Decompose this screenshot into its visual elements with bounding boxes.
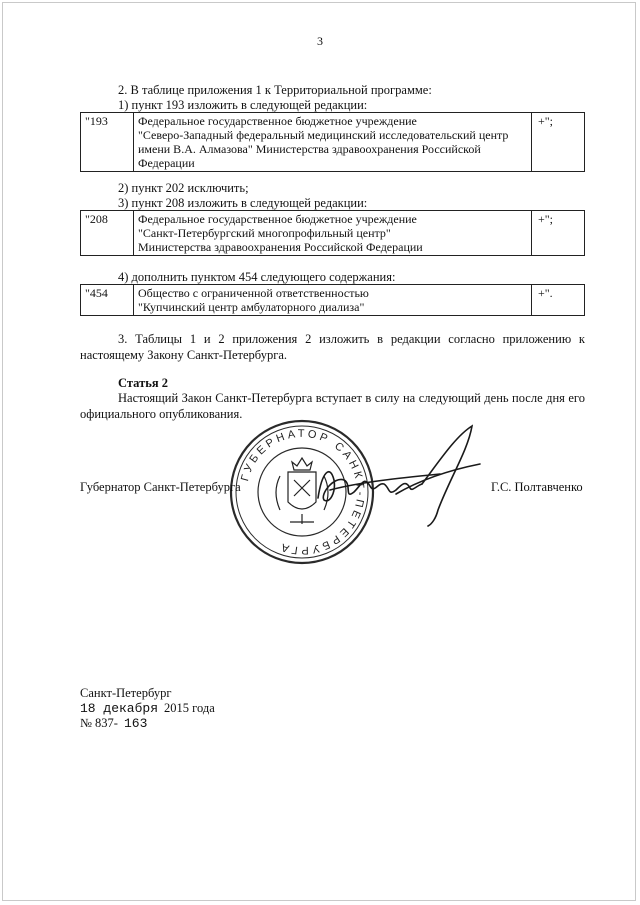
row-208-mark: +"; (532, 211, 585, 256)
row-208-institution (134, 211, 532, 256)
row-454-institution (134, 285, 532, 316)
governor-title: Губернатор Санкт-Петербурга (80, 480, 241, 494)
row-454-line-2: "Купчинский центр амбулаторного диализа" (138, 300, 365, 314)
section-3-text: 3. Таблицы 1 и 2 приложения 2 изложить в редакции согласно приложению к настоящему Закону Санкт-Петербурга. (80, 332, 585, 362)
article-2-heading: Статья 2 (118, 376, 168, 390)
row-454-line-1: Общество с ограниченной ответственностью (138, 286, 369, 300)
item-3-lead: 3) пункт 208 изложить в следующей редакции: (118, 196, 368, 210)
table-row-193 (80, 112, 585, 172)
law-number (80, 716, 147, 731)
date-year: 2015 года (164, 701, 215, 715)
row-193-line-1: Федеральное государственное бюджетное учреждение (138, 114, 417, 128)
section-2-intro: 2. В таблице приложения 1 к Территориальной программе: (118, 83, 432, 97)
row-208-number: "208 (81, 211, 134, 256)
row-193-number: "193 (81, 113, 134, 172)
table-row-208 (80, 210, 585, 256)
item-4-lead: 4) дополнить пунктом 454 следующего содержания: (118, 270, 396, 284)
row-193-institution (134, 113, 532, 172)
row-193-line-3: имени В.А. Алмазова" Министерства здравоохранения Российской (138, 142, 481, 156)
seal-text: ГУБЕРНАТОР САНКТ-ПЕТЕРБУРГА (239, 427, 367, 557)
row-208-line-3: Министерства здравоохранения Российской Федерации (138, 240, 423, 254)
place-of-signing: Санкт-Петербург (80, 686, 172, 700)
governor-name: Г.С. Полтавченко (491, 480, 583, 494)
row-454-number: "454 (81, 285, 134, 316)
date-stamp: 18 декабря (80, 701, 159, 716)
row-208-line-1: Федеральное государственное бюджетное учреждение (138, 212, 417, 226)
handwritten-signature (300, 420, 490, 530)
row-208-line-2: "Санкт-Петербургский многопрофильный центр" (138, 226, 391, 240)
article-2-text: Настоящий Закон Санкт-Петербурга вступает в силу на следующий день после дня его официального опубликования. (80, 391, 585, 421)
law-number-stamp: 163 (123, 716, 148, 731)
item-1-lead: 1) пункт 193 изложить в следующей редакции: (118, 98, 368, 112)
signing-date (80, 701, 215, 716)
row-193-mark: +"; (532, 113, 585, 172)
row-193-line-2: "Северо-Западный федеральный медицинский исследовательский центр (138, 128, 509, 142)
law-number-prefix: № 837- (80, 716, 118, 730)
page-number: 3 (317, 34, 323, 48)
item-2: 2) пункт 202 исключить; (118, 181, 249, 195)
row-193-line-4: Федерации (138, 156, 195, 170)
table-row-454 (80, 284, 585, 316)
row-454-mark: +". (532, 285, 585, 316)
